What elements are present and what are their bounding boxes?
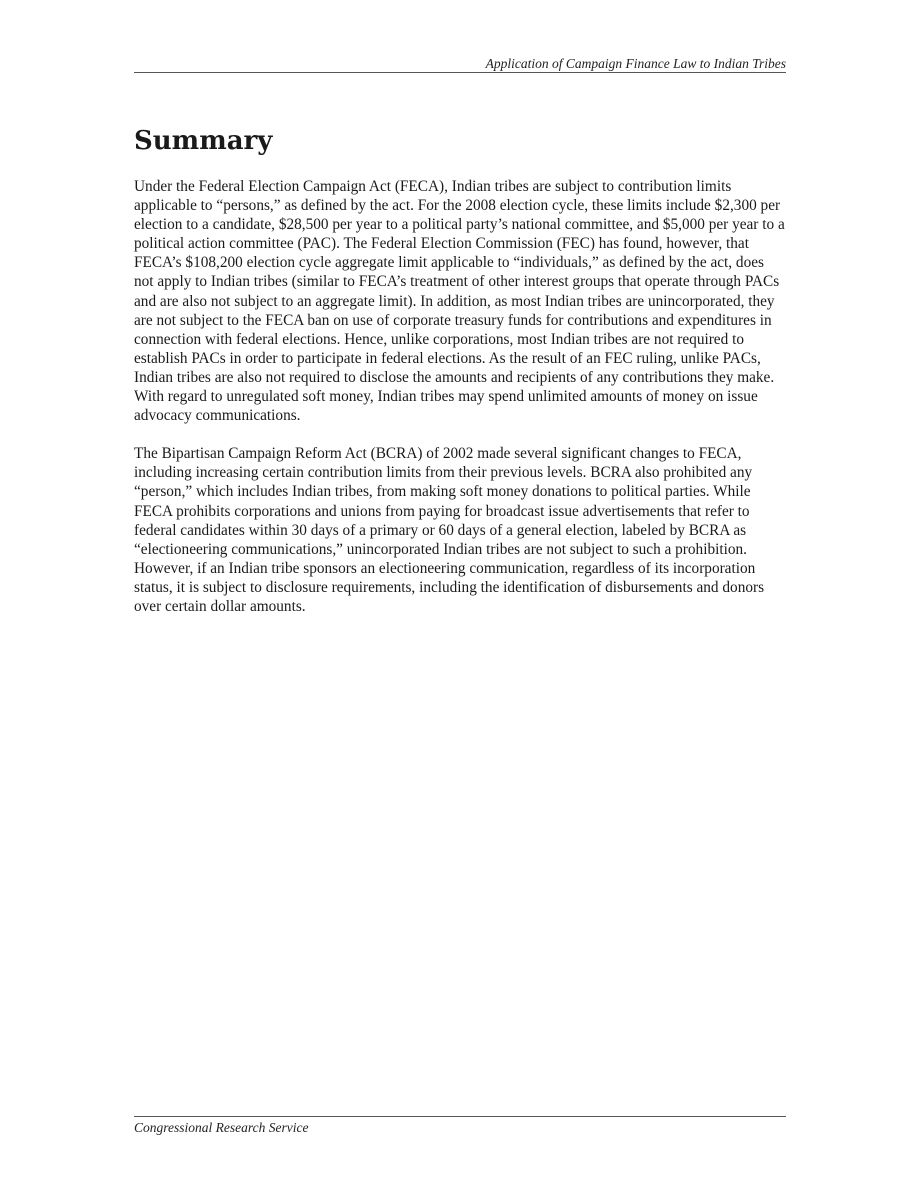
footer-divider bbox=[134, 1116, 786, 1117]
running-footer: Congressional Research Service bbox=[134, 1120, 309, 1135]
running-header: Application of Campaign Finance Law to Indian Tribes bbox=[485, 56, 786, 71]
summary-paragraph-2: The Bipartisan Campaign Reform Act (BCRA) of 2002 made several significant changes to FECA, including increasing certain contribution limits from their previous levels. BCRA also prohibited any “person,” which includes Indian tribes, from making soft money donations to political parties. While FECA prohibits corporations and unions from paying for broadcast issue advertisements that refer to federal candidates within 30 days of a primary or 60 days of a general election, labeled by BCRA as “electioneering communications,” unincorporated Indian tribes are not subject to such a prohibition. However, if an Indian tribe sponsors an electioneering communication, regardless of its incorporation status, it is subject to disclosure requirements, including the identification of disbursements and donors over certain dollar amounts. bbox=[134, 445, 765, 615]
page-title: Summary bbox=[134, 126, 273, 156]
summary-paragraph-1: Under the Federal Election Campaign Act (FECA), Indian tribes are subject to contribution limits applicable to “persons,” as defined by the act. For the 2008 election cycle, these limits include $2,300 per election to a candidate, $28,500 per year to a political party’s national committee, and $5,000 per year to a political action committee (PAC). The Federal Election Commission (FEC) has found, however, that FECA’s $108,200 election cycle aggregate limit applicable to “individuals,” as defined by the act, does not apply to Indian tribes (similar to FECA’s treatment of other interest groups that operate through PACs and are also not subject to an aggregate limit). In addition, as most Indian tribes are unincorporated, they are not subject to the FECA ban on use of corporate treasury funds for contributions and expenditures in connection with federal elections. Hence, unlike corporations, most Indian tribes are not required to establish PACs in order to participate in federal elections. As the result of an FEC ruling, unlike PACs, Indian tribes are also not required to disclose the amounts and recipients of any contributions they make. With regard to unregulated soft money, Indian tribes may spend unlimited amounts of money on issue advocacy communications. bbox=[134, 178, 785, 425]
header-divider bbox=[134, 72, 786, 73]
summary-body bbox=[134, 177, 786, 635]
